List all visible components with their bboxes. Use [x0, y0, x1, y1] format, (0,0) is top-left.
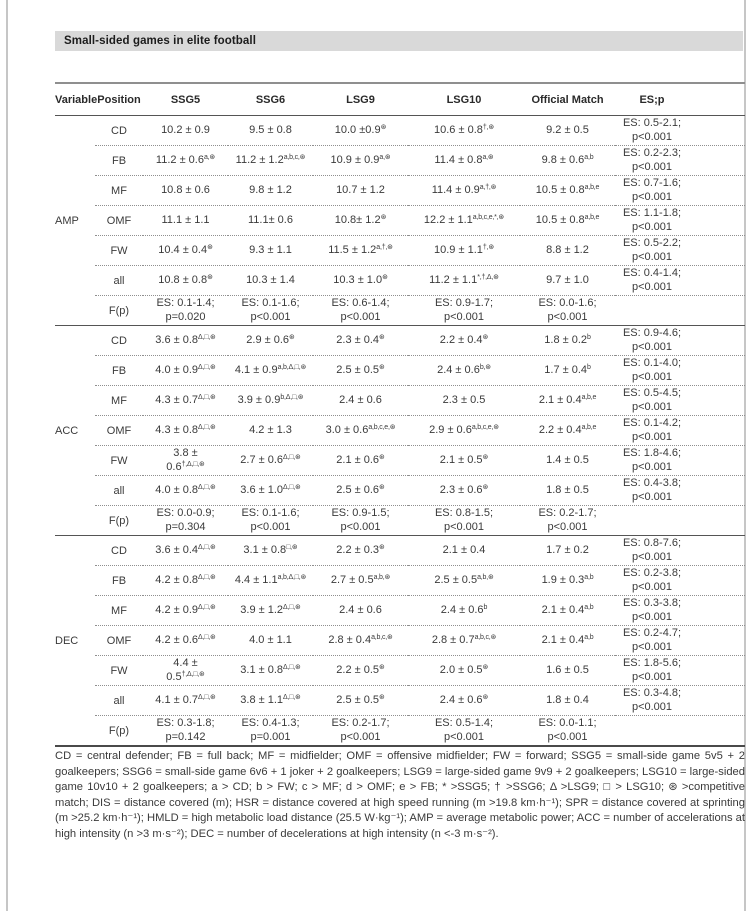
position-label: FW — [95, 656, 143, 686]
position-label: all — [95, 686, 143, 716]
value-cell: ES: 0.9-1.7; p<0.001 — [408, 296, 520, 326]
value-cell: 2.2 ± 0.3⊛ — [313, 536, 408, 566]
value-cell: 4.0 ± 1.1 — [228, 626, 313, 656]
value-cell: 10.7 ± 1.2 — [313, 176, 408, 206]
table-row — [55, 416, 745, 446]
value-cell: 11.1± 0.6 — [228, 206, 313, 236]
value-cell: ES: 0.2-1.7; p<0.001 — [520, 506, 615, 536]
header-row — [55, 83, 745, 116]
value-cell: $2.1 \pm 0.4^{a,b}$ — [520, 596, 615, 626]
col-header-lsg10: LSG10 — [408, 83, 520, 116]
es-p-cell: ES: 0.3-3.8; p<0.001 — [615, 596, 745, 626]
es-p-cell: ES: 0.5-2.2; p<0.001 — [615, 236, 745, 266]
es-p-cell: ES: 0.2-3.8; p<0.001 — [615, 566, 745, 596]
es-p-cell: ES: 0.2-4.7; p<0.001 — [615, 626, 745, 656]
value-cell: 1.8 ± 0.2$^b$ — [520, 326, 615, 356]
value-cell: $1.9 \pm 0.3^{a,b}$ — [520, 566, 615, 596]
value-cell: $11.2 \pm 1.1^{*,\dagger,\Delta,⊛}$ — [408, 266, 520, 296]
value-cell: ES: 0.1-1.6; p<0.001 — [228, 506, 313, 536]
es-p-cell: ES: 0.5-2.1; p<0.001 — [615, 116, 745, 146]
table-row — [55, 476, 745, 506]
value-cell: $10.5 \pm 0.8^{a,b,e}$ — [520, 176, 615, 206]
position-label: CD — [95, 536, 143, 566]
value-cell: 2.2 ± 0.5⊛ — [313, 656, 408, 686]
value-cell: $2.2 \pm 0.4^{a,b,e}$ — [520, 416, 615, 446]
table-row — [55, 176, 745, 206]
value-cell: 2.5 ± 0.5⊛ — [313, 686, 408, 716]
value-cell: 2.4 ± 0.6 — [313, 596, 408, 626]
value-cell: $3.0 \pm 0.6^{a,b,c,e,⊛}$ — [313, 416, 408, 446]
value-cell: 1.8 ± 0.4 — [520, 686, 615, 716]
value-cell: ES: 0.1-1.6; p<0.001 — [228, 296, 313, 326]
es-p-cell: ES: 0.4-3.8; p<0.001 — [615, 476, 745, 506]
value-cell: $2.1 \pm 0.4^{a,b,e}$ — [520, 386, 615, 416]
value-cell: $2.1 \pm 0.4^{a,b}$ — [520, 626, 615, 656]
value-cell: $4.0 \pm 0.8^{\Delta,□,⊛}$ — [143, 476, 228, 506]
value-cell: 2.3 ± 0.5 — [408, 386, 520, 416]
value-cell: ES: 0.2-1.7; p<0.001 — [313, 716, 408, 747]
value-cell: 9.8 ± 1.2 — [228, 176, 313, 206]
col-header-ssg6: SSG6 — [228, 83, 313, 116]
es-p-cell: ES: 0.2-2.3; p<0.001 — [615, 146, 745, 176]
position-label: MF — [95, 176, 143, 206]
value-cell: 2.1 ± 0.5⊛ — [408, 446, 520, 476]
position-label: F(p) — [95, 506, 143, 536]
es-p-cell: ES: 0.8-7.6; p<0.001 — [615, 536, 745, 566]
value-cell: $4.2 \pm 0.9^{\Delta,□,⊛}$ — [143, 596, 228, 626]
value-cell: $3.8 \pm 1.1^{\Delta,□,⊛}$ — [228, 686, 313, 716]
es-p-cell — [615, 506, 745, 536]
footnote: CD = central defender; FB = full back; MF = midfielder; OMF = offensive midfielder; FW = forward; SSG5 = small-side game 5v5 + 2 goalkeepers; SSG6 = small-side game 6v6 + 1 joker + 2 goalkeepers; LSG9 = large-sided game 9v9 + 2 goalkeepers; LSG10 = large-sided game 10v10 + 2 goalkeepers; a > CD; b > FW; c > MF; d > OMF; e > FB; * >SSG5; † >SSG6; Δ >LSG9; □ > LSG10; ⊛ >competitive match; DIS = distance covered (m); HSR = distance covered at high speed running (m >19.8 km·h⁻¹); SPR = distance covered at sprinting (m >25.2 km·h⁻¹); HMLD = high metabolic load distance (25.5 W·kg⁻¹); AMP = average metabolic power; ACC = number of accelerations at high intensity (n >3 m·s⁻²); DEC = number of decelerations at high intensity (n <-3 m·s⁻²). — [55, 750, 745, 840]
table-row — [55, 206, 745, 236]
value-cell: 2.5 ± 0.5⊛ — [313, 356, 408, 386]
table-row — [55, 446, 745, 476]
value-cell: 2.0 ± 0.5⊛ — [408, 656, 520, 686]
value-cell: $11.5 \pm 1.2^{a,\dagger,⊛}$ — [313, 236, 408, 266]
position-label: F(p) — [95, 716, 143, 747]
value-cell: 10.0 ±0.9⊛ — [313, 116, 408, 146]
value-cell: $9.8 \pm 0.6^{a,b}$ — [520, 146, 615, 176]
table-row — [55, 536, 745, 566]
value-cell: $10.5 \pm 0.8^{a,b,e}$ — [520, 206, 615, 236]
value-cell: 4.2 ± 1.3 — [228, 416, 313, 446]
value-cell: 2.4 ± 0.6⊛ — [408, 686, 520, 716]
table-row — [55, 326, 745, 356]
value-cell: ES: 0.8-1.5; p<0.001 — [408, 506, 520, 536]
value-cell: 2.1 ± 0.4 — [408, 536, 520, 566]
es-p-cell: ES: 0.1-4.0; p<0.001 — [615, 356, 745, 386]
table-row — [55, 596, 745, 626]
value-cell: $4.3 \pm 0.8^{\Delta,□,⊛}$ — [143, 416, 228, 446]
value-cell: 10.8 ± 0.6 — [143, 176, 228, 206]
value-cell: 3.1 ± 0.8□,⊛ — [228, 536, 313, 566]
table-row — [55, 296, 745, 326]
position-label: F(p) — [95, 296, 143, 326]
col-header-ssg5: SSG5 — [143, 83, 228, 116]
position-label: FB — [95, 356, 143, 386]
value-cell: 2.4 ± 0.6$^b$ — [408, 596, 520, 626]
value-cell: $4.3 \pm 0.7^{\Delta,□,⊛}$ — [143, 386, 228, 416]
value-cell: 10.6 ± 0.8†,⊛ — [408, 116, 520, 146]
value-cell: $11.4 \pm 0.9^{a,\dagger,⊛}$ — [408, 176, 520, 206]
value-cell: $4.1 \pm 0.9^{a,b,\Delta,□,⊛}$ — [228, 356, 313, 386]
value-cell: $3.6 \pm 1.0^{\Delta,□,⊛}$ — [228, 476, 313, 506]
value-cell: 10.3 ± 1.0⊛ — [313, 266, 408, 296]
value-cell: 2.9 ± 0.6⊛ — [228, 326, 313, 356]
value-cell: $4.1 \pm 0.7^{\Delta,□,⊛}$ — [143, 686, 228, 716]
value-cell: ES: 0.1-1.4; p=0.020 — [143, 296, 228, 326]
value-cell: 1.6 ± 0.5 — [520, 656, 615, 686]
value-cell: ES: 0.6-1.4; p<0.001 — [313, 296, 408, 326]
es-p-cell: ES: 0.7-1.6; p<0.001 — [615, 176, 745, 206]
value-cell: 10.8 ± 0.8⊛ — [143, 266, 228, 296]
position-label: all — [95, 476, 143, 506]
table-row — [55, 716, 745, 747]
value-cell: 1.8 ± 0.5 — [520, 476, 615, 506]
es-p-cell: ES: 1.1-1.8; p<0.001 — [615, 206, 745, 236]
table-row — [55, 386, 745, 416]
value-cell: $2.8 \pm 0.7^{a,b,c,⊛}$ — [408, 626, 520, 656]
value-cell: $2.7 \pm 0.5^{a,b,⊛}$ — [313, 566, 408, 596]
table-body — [55, 116, 745, 747]
value-cell: $3.6 \pm 0.8^{\Delta,□,⊛}$ — [143, 326, 228, 356]
es-p-cell: ES: 0.3-4.8; p<0.001 — [615, 686, 745, 716]
value-cell: $4.0 \pm 0.9^{\Delta,□,⊛}$ — [143, 356, 228, 386]
col-header-official-match: Official Match — [520, 83, 615, 116]
variable-label: DEC — [55, 536, 95, 747]
col-header-variable: Variable — [55, 83, 95, 116]
table-row — [55, 656, 745, 686]
value-cell: $11.2 \pm 1.2^{a,b,c,⊛}$ — [228, 146, 313, 176]
value-cell: 2.5 ± 0.6⊛ — [313, 476, 408, 506]
position-label: OMF — [95, 626, 143, 656]
value-cell: 10.9 ± 1.1†,⊛ — [408, 236, 520, 266]
es-p-cell: ES: 1.8-5.6; p<0.001 — [615, 656, 745, 686]
value-cell: $3.9 \pm 1.2^{\Delta,□,⊛}$ — [228, 596, 313, 626]
col-header-lsg9: LSG9 — [313, 83, 408, 116]
value-cell: 3.8 ± $0.6^{\dagger,\Delta,□,⊛}$ — [143, 446, 228, 476]
es-p-cell — [615, 296, 745, 326]
es-p-cell: ES: 1.8-4.6; p<0.001 — [615, 446, 745, 476]
table-row — [55, 116, 745, 146]
col-header-es-p: ES;p — [615, 83, 745, 116]
value-cell: 8.8 ± 1.2 — [520, 236, 615, 266]
variable-label: AMP — [55, 116, 95, 326]
page-left-border — [6, 0, 8, 911]
position-label: CD — [95, 326, 143, 356]
value-cell: $11.2 \pm 0.6^{a,⊛}$ — [143, 146, 228, 176]
es-p-cell: ES: 0.9-4.6; p<0.001 — [615, 326, 745, 356]
table-row — [55, 266, 745, 296]
value-cell: ES: 0.4-1.3; p=0.001 — [228, 716, 313, 747]
table-row — [55, 566, 745, 596]
es-p-cell — [615, 716, 745, 747]
value-cell: 9.3 ± 1.1 — [228, 236, 313, 266]
position-label: FW — [95, 236, 143, 266]
value-cell: 4.4 ± $0.5^{\dagger,\Delta,□,⊛}$ — [143, 656, 228, 686]
position-label: OMF — [95, 206, 143, 236]
value-cell: ES: 0.0-1.6; p<0.001 — [520, 296, 615, 326]
es-p-cell: ES: 0.1-4.2; p<0.001 — [615, 416, 745, 446]
results-table — [55, 82, 745, 747]
value-cell: $3.6 \pm 0.4^{\Delta,□,⊛}$ — [143, 536, 228, 566]
value-cell: $12.2 \pm 1.1^{a,b,c,e,*,⊛}$ — [408, 206, 520, 236]
value-cell: ES: 0.9-1.5; p<0.001 — [313, 506, 408, 536]
es-p-cell: ES: 0.5-4.5; p<0.001 — [615, 386, 745, 416]
table-title-bar — [55, 31, 743, 51]
value-cell: $2.8 \pm 0.4^{a,b,c,⊛}$ — [313, 626, 408, 656]
value-cell: $11.4 \pm 0.8^{a,⊛}$ — [408, 146, 520, 176]
value-cell: ES: 0.5-1.4; p<0.001 — [408, 716, 520, 747]
value-cell: 2.4 ± 0.6 — [313, 386, 408, 416]
value-cell: $10.9 \pm 0.9^{a,⊛}$ — [313, 146, 408, 176]
table-row — [55, 236, 745, 266]
position-label: FB — [95, 146, 143, 176]
value-cell: ES: 0.0-0.9; p=0.304 — [143, 506, 228, 536]
position-label: OMF — [95, 416, 143, 446]
value-cell: 1.7 ± 0.2 — [520, 536, 615, 566]
value-cell: 10.2 ± 0.9 — [143, 116, 228, 146]
value-cell: 11.1 ± 1.1 — [143, 206, 228, 236]
value-cell: $3.1 \pm 0.8^{\Delta,□,⊛}$ — [228, 656, 313, 686]
table-row — [55, 506, 745, 536]
position-label: FW — [95, 446, 143, 476]
value-cell: 9.7 ± 1.0 — [520, 266, 615, 296]
value-cell: $2.5 \pm 0.5^{a,b,⊛}$ — [408, 566, 520, 596]
position-label: all — [95, 266, 143, 296]
position-label: MF — [95, 386, 143, 416]
value-cell: $2.9 \pm 0.6^{a,b,c,e,⊛}$ — [408, 416, 520, 446]
table-row — [55, 146, 745, 176]
col-header-position: Position — [95, 83, 143, 116]
value-cell: ES: 0.3-1.8; p=0.142 — [143, 716, 228, 747]
value-cell: 9.5 ± 0.8 — [228, 116, 313, 146]
value-cell: 10.4 ± 0.4⊛ — [143, 236, 228, 266]
value-cell: ES: 0.0-1.1; p<0.001 — [520, 716, 615, 747]
position-label: MF — [95, 596, 143, 626]
value-cell: 10.3 ± 1.4 — [228, 266, 313, 296]
value-cell: $4.2 \pm 0.8^{\Delta,□,⊛}$ — [143, 566, 228, 596]
table-row — [55, 356, 745, 386]
value-cell: 9.2 ± 0.5 — [520, 116, 615, 146]
value-cell: 2.3 ± 0.6⊛ — [408, 476, 520, 506]
value-cell: 1.7 ± 0.4$^b$ — [520, 356, 615, 386]
table-title: Small-sided games in elite football — [64, 35, 257, 47]
value-cell: $4.4 \pm 1.1^{a,b,\Delta,□,⊛}$ — [228, 566, 313, 596]
table-row — [55, 686, 745, 716]
value-cell: 10.8± 1.2⊛ — [313, 206, 408, 236]
value-cell: $4.2 \pm 0.6^{\Delta,□,⊛}$ — [143, 626, 228, 656]
table-row — [55, 626, 745, 656]
es-p-cell: ES: 0.4-1.4; p<0.001 — [615, 266, 745, 296]
position-label: CD — [95, 116, 143, 146]
value-cell: 1.4 ± 0.5 — [520, 446, 615, 476]
variable-label: ACC — [55, 326, 95, 536]
value-cell: 2.1 ± 0.6⊛ — [313, 446, 408, 476]
value-cell: $2.7 \pm 0.6^{\Delta,□,⊛}$ — [228, 446, 313, 476]
value-cell: 2.3 ± 0.4⊛ — [313, 326, 408, 356]
position-label: FB — [95, 566, 143, 596]
value-cell: 2.2 ± 0.4⊛ — [408, 326, 520, 356]
value-cell: $3.9 \pm 0.9^{b,\Delta,□,⊛}$ — [228, 386, 313, 416]
value-cell: $2.4 \pm 0.6^{b,⊛}$ — [408, 356, 520, 386]
